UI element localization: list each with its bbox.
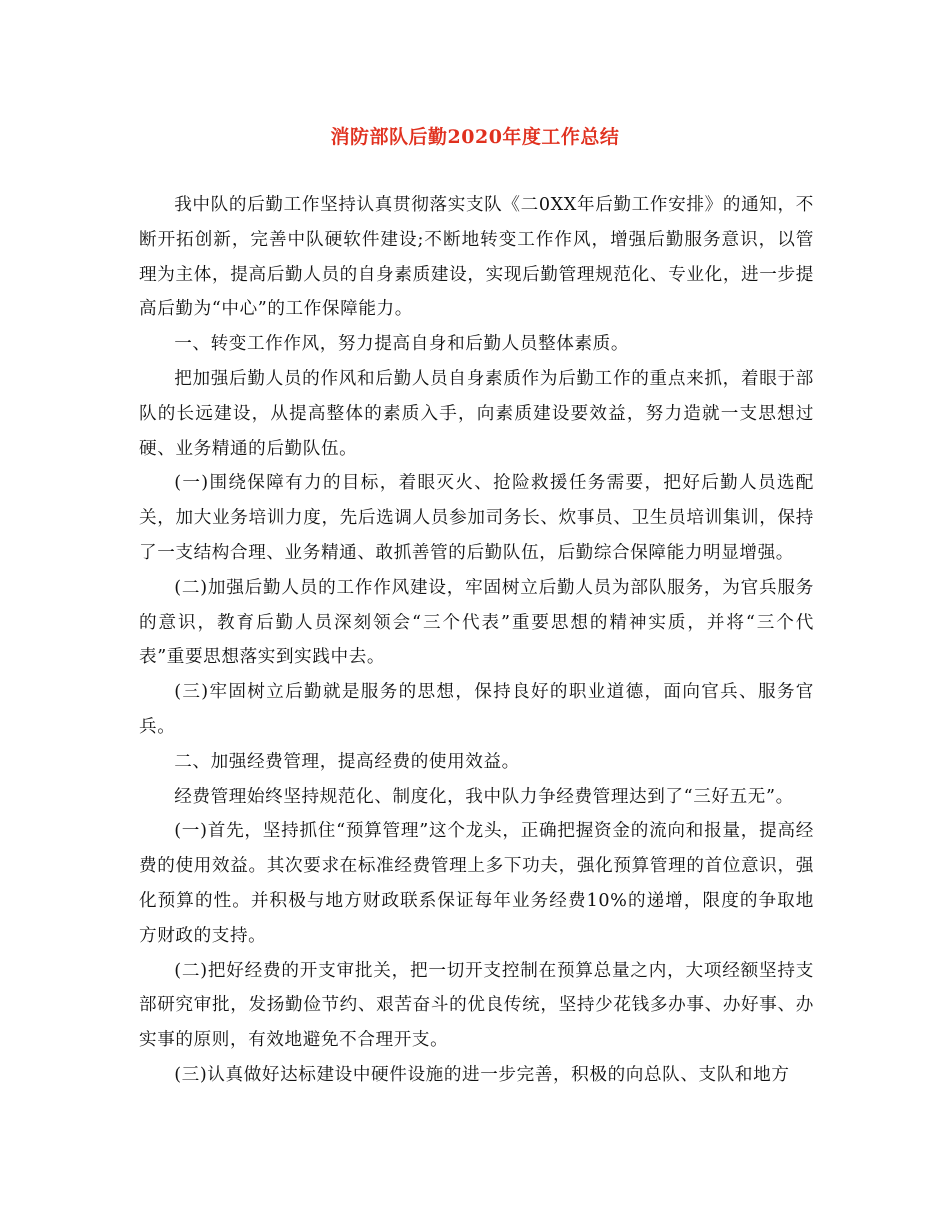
paragraph: 经费管理始终坚持规范化、制度化，我中队力争经费管理达到了“三好五无”。 — [174, 786, 794, 807]
section-heading-2: 二、加强经费管理，提高经费的使用效益。 — [174, 751, 520, 772]
paragraph: (三)认真做好达标建设中硬件设施的进一步完善，积极的向总队、支队和地方 — [174, 1064, 790, 1085]
section-heading-1: 一、转变工作作风，努力提高自身和后勤人员整体素质。 — [174, 334, 630, 355]
paragraph: (一)首先，坚持抓住“预算管理”这个龙头，正确把握资金的流向和报量，提高经费的使用效益。其次要求在标准经费管理上多下功夫，强化预算管理的首位意识，强化预算的性。并积极与地方财政联系保证每年业务经费10%的递增，限度的争取地方财政的支持。 — [139, 821, 814, 946]
paragraph: (一)围绕保障有力的目标，着眼灭火、抢险救援任务需要，把好后勤人员选配关，加大业务培训力度，先后选调人员参加司务长、炊事员、卫生员培训集训，保持了一支结构合理、业务精通、敢抓善管的后勤队伍，后勤综合保障能力明显增强。 — [139, 473, 814, 563]
paragraph: 把加强后勤人员的作风和后勤人员自身素质作为后勤工作的重点来抓，着眼于部队的长远建设，从提高整体的素质入手，向素质建设要效益，努力造就一支思想过硬、业务精通的后勤队伍。 — [139, 368, 814, 459]
document-body — [139, 188, 814, 1093]
document-title: 消防部队后勤2020年度工作总结 — [330, 126, 620, 148]
paragraph: (二)加强后勤人员的工作作风建设，牢固树立后勤人员为部队服务，为官兵服务的意识，教育后勤人员深刻领会“三个代表”重要思想的精神实质，并将“三个代表”重要思想落实到实践中去。 — [139, 577, 814, 668]
paragraph: (二)把好经费的开支审批关，把一切开支控制在预算总量之内，大项经额坚持支部研究审批，发扬勤俭节约、艰苦奋斗的优良传统，坚持少花钱多办事、办好事、办实事的原则，有效地避免不合理开支。 — [139, 960, 814, 1051]
paragraph-intro: 我中队的后勤工作坚持认真贯彻落实支队《二0XX年后勤工作安排》的通知，不断开拓创新，完善中队硬软件建设;不断地转变工作作风，增强后勤服务意识，以管理为主体，提高后勤人员的自身素质建设，实现后勤管理规范化、专业化，进一步提高后勤为“中心”的工作保障能力。 — [139, 195, 814, 320]
paragraph: (三)牢固树立后勤就是服务的思想，保持良好的职业道德，面向官兵、服务官兵。 — [139, 682, 814, 737]
